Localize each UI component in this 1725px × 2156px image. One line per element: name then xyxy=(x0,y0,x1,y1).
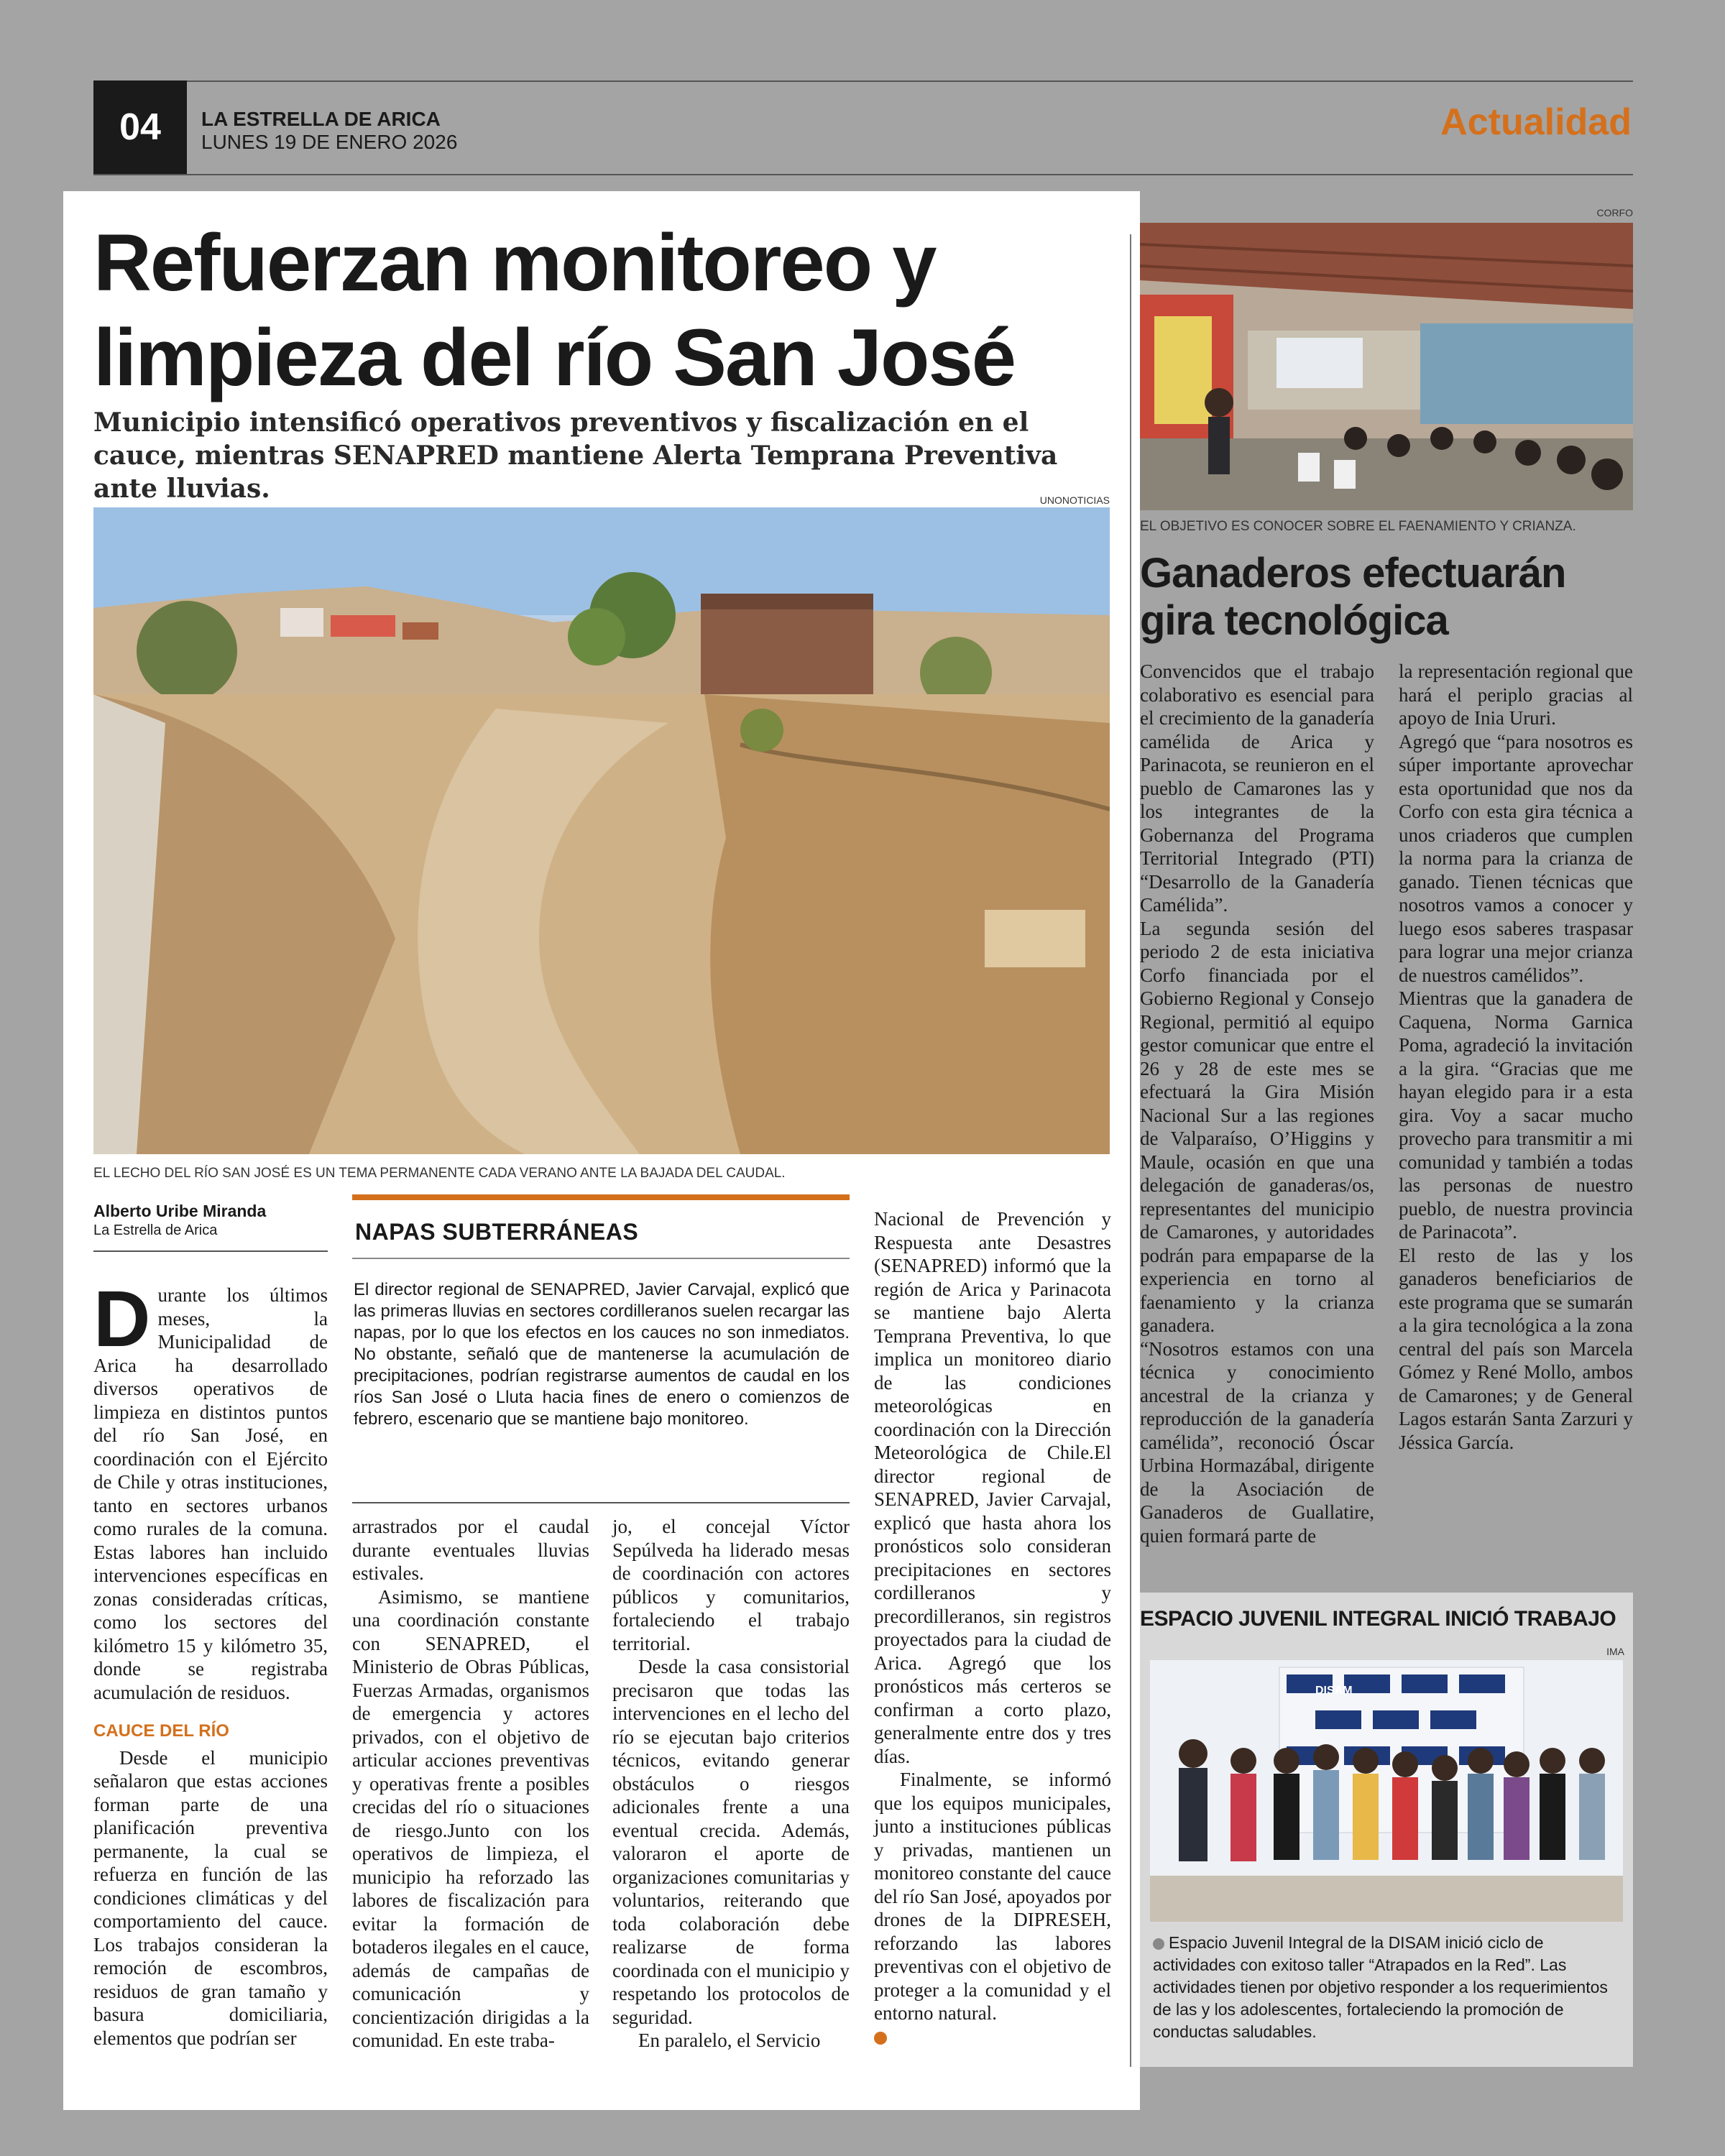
side-headline-line-1: Ganaderos efectuarán xyxy=(1140,550,1566,596)
side-colA-para-3: “Nosotros estamos con una técnica y conocimiento ancestral de la crianza y reproducción de la ganadería camélida”, reconoció Óscar Urbina Hormazábal, dirigente de la Asociación de Ganaderos de Guallatire, quien formará parte de xyxy=(1140,1337,1374,1547)
side-column-b xyxy=(1399,660,1633,1454)
group-photo-illustration xyxy=(1150,1660,1623,1922)
sidebox-photo-credit: IMA xyxy=(1606,1646,1624,1657)
drop-cap: D xyxy=(93,1275,151,1363)
main-deck: Municipio intensificó operativos preventivos y fiscalización en el cauce, mientras SENAPRED mantiene Alerta Temprana Preventiva ante lluvias. xyxy=(93,407,1058,504)
side-column-a xyxy=(1140,660,1374,1547)
header-top-rule xyxy=(93,80,1633,82)
col2-para-1: arrastrados por el caudal durante eventuales lluvias estivales. xyxy=(352,1516,589,1584)
main-column-1 xyxy=(93,1275,328,2050)
sidebox-caption xyxy=(1153,1932,1620,2043)
col4-para-2: Finalmente, se informó que los equipos municipales, junto a instituciones públicas y privadas, mantienen un monitoreo constante del cauce del río San José, apoyados por drones de la DIPRESEH, reforzando las labores preventivas con el objetivo de proteger a la comunidad y el entorno natural. xyxy=(874,1769,1111,2024)
col3-para-1: jo, el concejal Víctor Sepúlveda ha liderado mesas de coordinación con actores públicos y comunitarios, fortaleciendo el trabajo territorial. xyxy=(612,1516,850,1654)
main-photo-credit: UNONOTICIAS xyxy=(1039,494,1110,506)
side-headline-line-2: gira tecnológica xyxy=(1140,597,1448,644)
col4-para-1: Nacional de Prevención y Respuesta ante Desastres (SENAPRED) informó que la región de Arica y Parinacota se mantiene bajo Alerta Temprana Preventiva, lo que implica un monitoreo diario de las condiciones meteorológicas en coordinación con la Dirección Meteorológica de Chile.El director regional de SENAPRED, Javier Carvajal, explicó que hasta ahora los pronósticos solo consideran precipitaciones en sectores cordilleranos y precordilleranos, sin registros proyectados para la ciudad de Arica. Agregó que los pronósticos más certeros se confirman a corto plazo, generalmente entre dos y tres días. xyxy=(874,1208,1111,1767)
headline-line-1: Refuerzan monitoreo y xyxy=(93,218,936,308)
publication-date: LUNES 19 DE ENERO 2026 xyxy=(201,131,458,153)
byline xyxy=(93,1202,331,1239)
side-colB-para-4: El resto de las y los ganaderos beneficiarios de este programa que se sumarán a la gira tecnológica a la zona central del país son Marcela Gómez y René Mollo, ambos de Camarones; y de General Lagos estarán Santa Zarzuri y Jéssica García. xyxy=(1399,1244,1633,1453)
header-bottom-rule xyxy=(93,174,1633,175)
side-colA-para-1: Convencidos que el trabajo colaborativo es esencial para el crecimiento de la ganadería camélida de Arica y Parinacota, se reunieron en el pueblo de Camarones las y los integrantes de la Gobernanza del Programa Territorial Integrado (PTI) “Desarrollo de la Ganadería Camélida”. xyxy=(1140,660,1374,916)
byline-rule xyxy=(93,1250,328,1252)
napas-top-bar xyxy=(352,1194,850,1200)
page-number: 04 xyxy=(93,80,187,174)
group-photo xyxy=(1150,1660,1623,1922)
sidebox-caption-text: Espacio Juvenil Integral de la DISAM inició ciclo de actividades con exitoso taller “Atrapados en la Red”. Las actividades tienen por objetivo responder a los requerimientos de las y los adolescentes, fortaleciendo la promoción de conductas saludables. xyxy=(1153,1933,1608,2041)
main-photo-caption: EL LECHO DEL RÍO SAN JOSÉ ES UN TEMA PERMANENTE CADA VERANO ANTE LA BAJADA DEL CAUDAL. xyxy=(93,1166,786,1181)
main-column-2 xyxy=(352,1515,589,2053)
side-colA-para-2: La segunda sesión del periodo 2 de esta iniciativa Corfo financiada por el Gobierno Regional y Consejo Regional, permitió al equipo gestor comunicar que entre el 26 y 28 de este mes se efectuará la Gira Misión Nacional Sur a las regiones de Valparaíso, O’Higgins y Maule, ocasión en que una delegación de ganaderas/os, representantes del municipio de Camarones, y autoridades podrán para empaparse de la experiencia en torno al faenamiento y la crianza ganadera. xyxy=(1140,917,1374,1336)
napas-bottom-rule xyxy=(352,1502,850,1503)
meeting-photo xyxy=(1140,223,1633,510)
side-colB-para-1: la representación regional que hará el periplo gracias al apoyo de Inia Ururi. xyxy=(1399,660,1633,729)
section-title: Actualidad xyxy=(1440,101,1632,143)
napas-title-rule xyxy=(352,1258,850,1259)
col3-para-2: Desde la casa consistorial precisaron que todas las intervenciones en el lecho del río se ejecutan bajo criterios técnicos, evitando generar obstáculos o riesgos adicionales frente a una eventual crecida. Además, valoraron el aporte de organizaciones comunitarias y voluntarios, reiterando que toda colaboración debe realizarse de forma coordinada con el municipio y respetando los protocolos de seguridad. xyxy=(612,1656,850,2028)
col2-para-2: Asimismo, se mantiene una coordinación constante con SENAPRED, el Ministerio de Obras Públicas, Fuerzas Armadas, organismos de emergencia y actores privados, con el objetivo de articular acciones preventivas y operativas frente a posibles crecidas del río o situaciones de riesgo.Junto con los operativos de limpieza, el municipio ha reforzado las labores de fiscalización para evitar la formación de botaderos ilegales en el cauce, además de campañas de comunicación y concientización dirigidas a la comunidad. En este traba- xyxy=(352,1585,589,2051)
side-photo-credit: CORFO xyxy=(1596,207,1633,218)
bullet-icon xyxy=(1153,1938,1164,1950)
column-divider xyxy=(1130,234,1131,2067)
main-para-1: urante los últimos meses, la Municipalidad de Arica ha desarrollado diversos operativos de limpieza en distintos puntos del río San José, en coordinación con el Ejército de Chile y otras instituciones, tanto en sectores urbanos como rurales de la comuna. Estas labores han incluido intervenciones específicas en zonas consideradas críticas, como los sectores del kilómetro 15 y kilómetro 35, donde se registraba acumulación de residuos. xyxy=(93,1284,328,1703)
napas-text: El director regional de SENAPRED, Javier Carvajal, explicó que las primeras lluvias en sectores cordilleranos suelen recargar las napas, por lo que los efectos en los cauces no son inmediatos. No obstante, señaló que de mantenerse la acumulación de precipitaciones, podrían registrarse aumentos de caudal en los ríos San José o Lluta hacia fines de enero o comienzos de febrero, escenario que se mantiene bajo monitoreo. xyxy=(354,1280,850,1429)
author-name: Alberto Uribe Miranda xyxy=(93,1202,267,1220)
side-headline xyxy=(1140,550,1633,645)
side-photo-caption: EL OBJETIVO ES CONOCER SOBRE EL FAENAMIENTO Y CRIANZA. xyxy=(1140,519,1576,534)
main-column-3 xyxy=(612,1515,850,2053)
subhead-cauce: CAUCE DEL RÍO xyxy=(93,1721,229,1741)
sidebox-title: ESPACIO JUVENIL INTEGRAL INICIÓ TRABAJO xyxy=(1140,1607,1616,1631)
main-headline xyxy=(93,216,1114,405)
banner-logo-text: DISAM xyxy=(1315,1685,1353,1697)
masthead xyxy=(201,108,457,154)
river-photo-illustration xyxy=(93,507,1110,1154)
main-para-2: Desde el municipio señalaron que estas acciones forman parte de una planificación preventiva permanente, la cual se refuerza en función de las condiciones climáticas y del comportamiento del cauce. Los trabajos consideran la remoción de escombros, residuos de gran tamaño y basura domiciliaria, elementos que podrían ser xyxy=(93,1746,328,2049)
headline-line-2: limpieza del río San José xyxy=(93,313,1016,402)
publication-name: LA ESTRELLA DE ARICA xyxy=(201,108,441,130)
meeting-photo-illustration xyxy=(1140,223,1633,510)
author-outlet: La Estrella de Arica xyxy=(93,1222,218,1238)
side-colB-para-3: Mientras que la ganadera de Caquena, Norma Garnica Poma, agradeció la invitación a la gira. “Gracias que me hayan elegido para ir a esta gira. Voy a sacar mucho provecho para transmitir a mi comunidad y también a todas las personas de nuestro pueblo, de nuestra provincia de Parinacota”. xyxy=(1399,987,1633,1243)
end-mark-icon xyxy=(874,2032,887,2045)
river-photo xyxy=(93,507,1110,1154)
napas-title: NAPAS SUBTERRÁNEAS xyxy=(355,1219,639,1245)
col3-para-3: En paralelo, el Servicio xyxy=(638,2030,821,2051)
side-colB-para-2: Agregó que “para nosotros es súper importante aprovechar esta oportunidad que nos da Corfo con esta gira técnica a unos criaderos que cumplen la norma para la crianza de ganado. Tienen técnicas que nosotros vamos a conocer y luego esos saberes traspasar para lograr una mejor crianza de nuestros camélidos”. xyxy=(1399,730,1633,986)
main-column-4 xyxy=(874,1207,1111,2048)
